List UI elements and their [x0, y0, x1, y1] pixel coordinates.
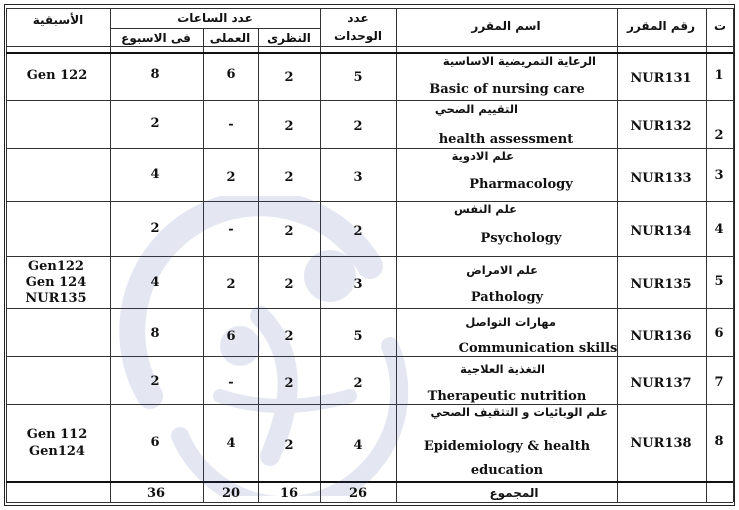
row-code: NUR132	[630, 119, 692, 134]
grid-line	[6, 8, 7, 502]
header-theory: النظرى	[267, 31, 311, 45]
row-theory: 2	[284, 70, 294, 85]
row-prereq: Gen 124	[25, 275, 87, 290]
row-theory: 2	[284, 119, 294, 134]
row-name-en: Psychology	[480, 231, 562, 246]
row-code: NUR131	[630, 71, 692, 86]
grid-line	[6, 502, 733, 503]
totals-label: المجموع	[489, 486, 539, 500]
row-code: NUR136	[630, 329, 692, 344]
row-name-ar: مهارات التواصل	[465, 315, 556, 329]
row-index: 8	[714, 434, 724, 449]
header-practical: العملى	[209, 31, 251, 45]
row-name-en-2: education	[470, 463, 544, 478]
totals-units: 26	[348, 486, 368, 501]
row-code: NUR137	[630, 376, 692, 391]
row-practical: -	[228, 117, 234, 132]
row-units: 5	[353, 70, 363, 85]
header-hours: عدد الساعات	[177, 11, 253, 25]
grid-line	[6, 8, 733, 9]
row-theory: 2	[284, 329, 294, 344]
row-name-ar: التقييم الصحي	[434, 102, 518, 116]
row-index: 5	[714, 274, 724, 289]
row-index: 1	[714, 68, 724, 83]
row-name-ar: علم الادوية	[451, 149, 514, 163]
header-course-name: اسم المقرر	[471, 19, 541, 33]
header-prereq: الأسبقية	[32, 13, 84, 27]
row-name-en: Communication skills	[458, 341, 618, 356]
row-prereq: Gen122	[28, 259, 84, 274]
row-units: 2	[353, 224, 363, 239]
grid-line	[110, 28, 320, 29]
row-name-ar: التغذية العلاجية	[460, 362, 545, 376]
row-name-ar: الرعاية التمريضية الاساسية	[442, 54, 596, 68]
row-practical: -	[228, 375, 234, 390]
row-weekly: 2	[150, 374, 160, 389]
row-code: NUR135	[630, 277, 692, 292]
row-name-en: Therapeutic nutrition	[427, 389, 587, 404]
row-weekly: 6	[150, 435, 160, 450]
row-practical: 6	[226, 329, 236, 344]
row-name-en: Basic of nursing care	[429, 82, 585, 97]
row-index: 4	[714, 222, 724, 237]
row-weekly: 4	[150, 167, 160, 182]
totals-practical: 20	[221, 486, 241, 501]
row-weekly: 4	[150, 275, 160, 290]
totals-theory: 16	[279, 486, 299, 501]
grid-line	[617, 8, 618, 502]
row-practical: 2	[226, 277, 236, 292]
row-units: 5	[353, 329, 363, 344]
row-code: NUR133	[630, 171, 692, 186]
row-name-ar: علم النفس	[453, 202, 517, 216]
header-weekly: فى الاسبوع	[121, 31, 191, 45]
header-index: ت	[713, 19, 727, 33]
row-units: 4	[353, 438, 363, 453]
row-index: 2	[714, 128, 724, 143]
row-name-ar: علم الامراض	[466, 263, 538, 277]
row-practical: 6	[226, 67, 236, 82]
row-units: 3	[353, 170, 363, 185]
row-units: 2	[353, 376, 363, 391]
row-index: 6	[714, 326, 724, 341]
grid-line	[6, 148, 733, 149]
row-weekly: 8	[150, 67, 160, 82]
row-code: NUR138	[630, 436, 692, 451]
grid-line	[6, 100, 733, 101]
watermark-logo-icon	[110, 196, 430, 496]
row-name-ar: علم الوبائيات و التثقيف الصحي	[430, 405, 608, 419]
row-practical: 4	[226, 436, 236, 451]
row-theory: 2	[284, 277, 294, 292]
row-code: NUR134	[630, 224, 692, 239]
row-theory: 2	[284, 438, 294, 453]
row-name-en: Epidemiology & health	[423, 439, 591, 454]
grid-line	[706, 8, 707, 502]
row-name-en: Pharmacology	[469, 177, 573, 192]
totals-weekly: 36	[146, 486, 166, 501]
row-weekly: 8	[150, 326, 160, 341]
grid-line	[6, 46, 733, 47]
row-weekly: 2	[150, 221, 160, 236]
row-index: 7	[714, 375, 724, 390]
row-practical: 2	[226, 170, 236, 185]
row-units: 2	[353, 119, 363, 134]
row-theory: 2	[284, 224, 294, 239]
row-name-en: health assessment	[438, 132, 574, 147]
row-prereq: Gen124	[29, 444, 85, 459]
grid-line	[733, 8, 734, 502]
header-units-2: الوحدات	[334, 29, 382, 43]
row-name-en: Pathology	[470, 290, 544, 305]
row-theory: 2	[284, 376, 294, 391]
row-weekly: 2	[150, 116, 160, 131]
header-course-code: رقم المقرر	[626, 19, 696, 33]
row-prereq: Gen 112	[26, 427, 88, 442]
row-prereq: Gen 122	[26, 68, 88, 83]
header-units-1: عدد	[347, 11, 369, 25]
row-prereq: NUR135	[25, 291, 87, 306]
row-units: 3	[353, 277, 363, 292]
grid-line	[6, 52, 733, 54]
row-practical: -	[228, 222, 234, 237]
row-theory: 2	[284, 170, 294, 185]
row-index: 3	[714, 168, 724, 183]
